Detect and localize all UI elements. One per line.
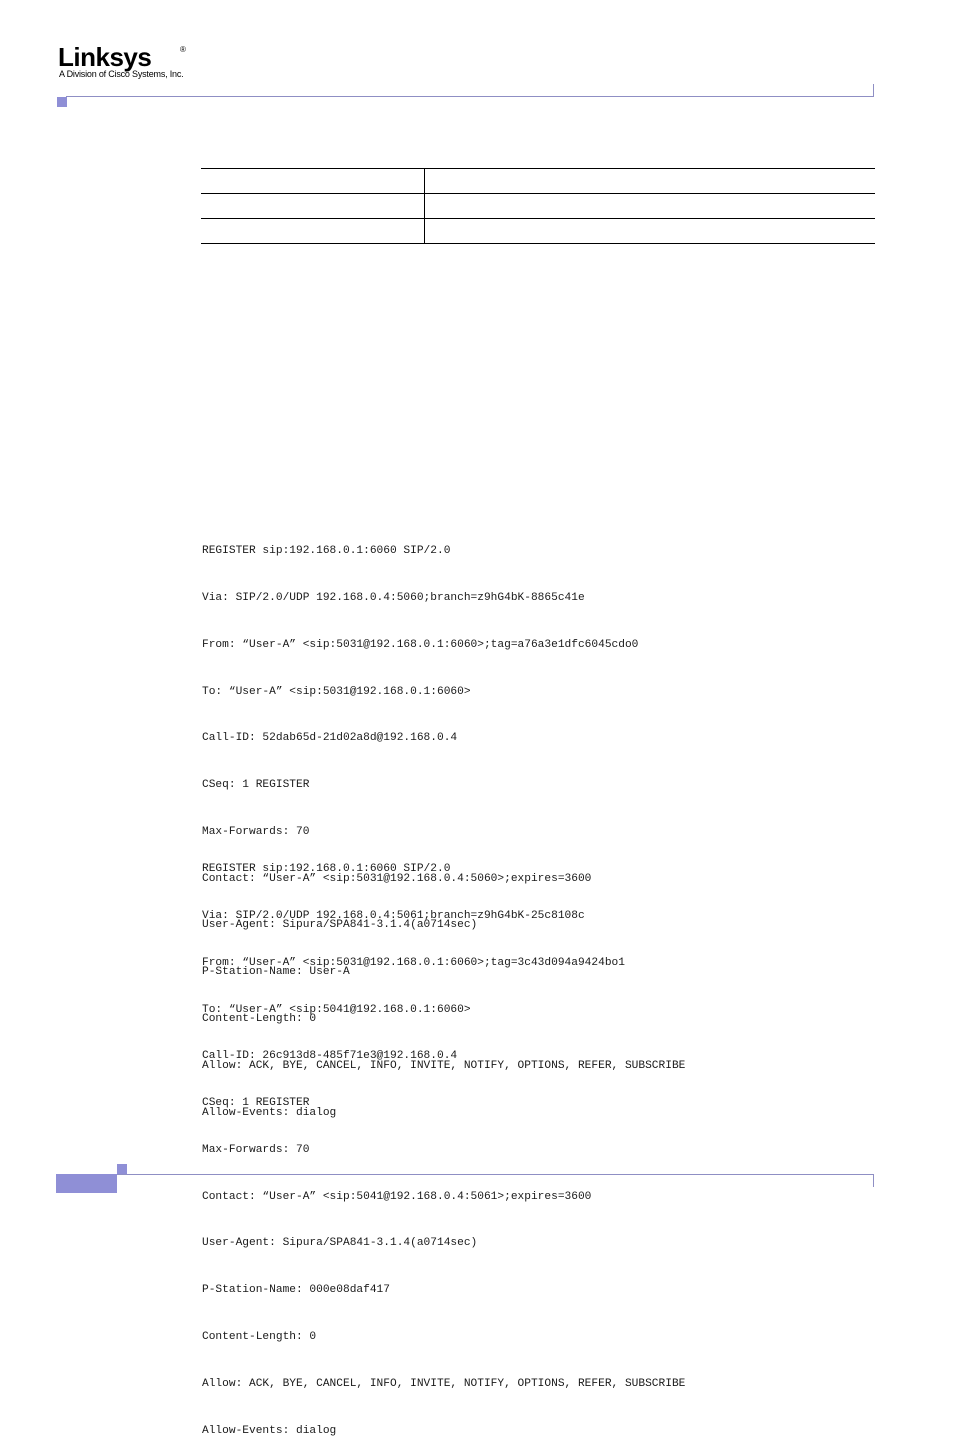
code-line: REGISTER sip:192.168.0.1:6060 SIP/2.0 [202, 863, 451, 876]
header-rule-tick [873, 84, 874, 96]
table-row [201, 168, 875, 194]
table-row [201, 219, 875, 244]
table-row [201, 194, 875, 219]
code-line: Allow: ACK, BYE, CANCEL, INFO, INVITE, NOTIFY, OPTIONS, REFER, SUBSCRIBE [202, 1059, 686, 1072]
code-line: Contact: “User-A” <sip:5041@192.168.0.4:5061>;expires=3600 [202, 1190, 592, 1203]
code-line: User-Agent: Sipura/SPA841-3.1.4(a0714sec) [202, 919, 478, 932]
code-line: Max-Forwards: 70 [202, 825, 310, 838]
code-line: Via: SIP/2.0/UDP 192.168.0.4:5061;branch=z9hG4bK-25c8108c [202, 909, 585, 922]
code-line: Content-Length: 0 [202, 1013, 317, 1025]
footer-rule-tick [873, 1175, 874, 1187]
code-line: User-Agent: Sipura/SPA841-3.1.4(a0714sec) [202, 1237, 478, 1250]
code-line: Contact: “User-A” <sip:5031@192.168.0.4:5060>;expires=3600 [202, 872, 592, 885]
table-cell [201, 194, 425, 218]
code-line: Content-Length: 0 [202, 1331, 317, 1343]
table-cell [426, 219, 875, 243]
code-line: From: “User-A” <sip:5031@192.168.0.1:6060>;tag=3c43d094a9424bo1 [202, 956, 625, 969]
brand-tagline: A Division of Cisco Systems, Inc. [59, 69, 184, 79]
code-line: Call-ID: 26c913d8-485f71e3@192.168.0.4 [202, 1050, 458, 1063]
header-rule [66, 96, 874, 97]
code-line: Call-ID: 52dab65d-21d02a8d@192.168.0.4 [202, 732, 458, 745]
code-line: Allow-Events: dialog [202, 1424, 337, 1437]
code-line: Max-Forwards: 70 [202, 1143, 310, 1156]
code-line: P-Station-Name: 000e08daf417 [202, 1284, 390, 1297]
footer-accent-square [117, 1164, 127, 1174]
table-cell [426, 169, 875, 193]
code-line: To: “User-A” <sip:5041@192.168.0.1:6060> [202, 1003, 471, 1016]
linksys-logo [58, 42, 198, 82]
header-accent-square [57, 97, 67, 107]
data-table [201, 168, 875, 244]
footer-rule [117, 1174, 874, 1175]
code-line: P-Station-Name: User-A [202, 966, 350, 979]
code-line: Allow: ACK, BYE, CANCEL, INFO, INVITE, NOTIFY, OPTIONS, REFER, SUBSCRIBE [202, 1377, 686, 1390]
code-line: Allow-Events: dialog [202, 1106, 337, 1119]
code-line: To: “User-A” <sip:5031@192.168.0.1:6060> [202, 685, 471, 698]
registered-mark: ® [180, 45, 186, 54]
sip-register-message-2 [202, 831, 685, 1455]
code-line: From: “User-A” <sip:5031@192.168.0.1:6060>;tag=a76a3e1dfc6045cdo0 [202, 638, 639, 651]
code-line: Via: SIP/2.0/UDP 192.168.0.4:5060;branch=z9hG4bK-8865c41e [202, 591, 585, 604]
code-line: CSeq: 1 REGISTER [202, 779, 310, 792]
footer-page-block [56, 1174, 117, 1193]
table-cell [201, 219, 425, 243]
code-line: REGISTER sip:192.168.0.1:6060 SIP/2.0 [202, 545, 451, 558]
table-cell [426, 194, 875, 218]
brand-name: Linksys [58, 42, 152, 72]
table-cell [201, 169, 425, 193]
code-line: CSeq: 1 REGISTER [202, 1097, 310, 1110]
